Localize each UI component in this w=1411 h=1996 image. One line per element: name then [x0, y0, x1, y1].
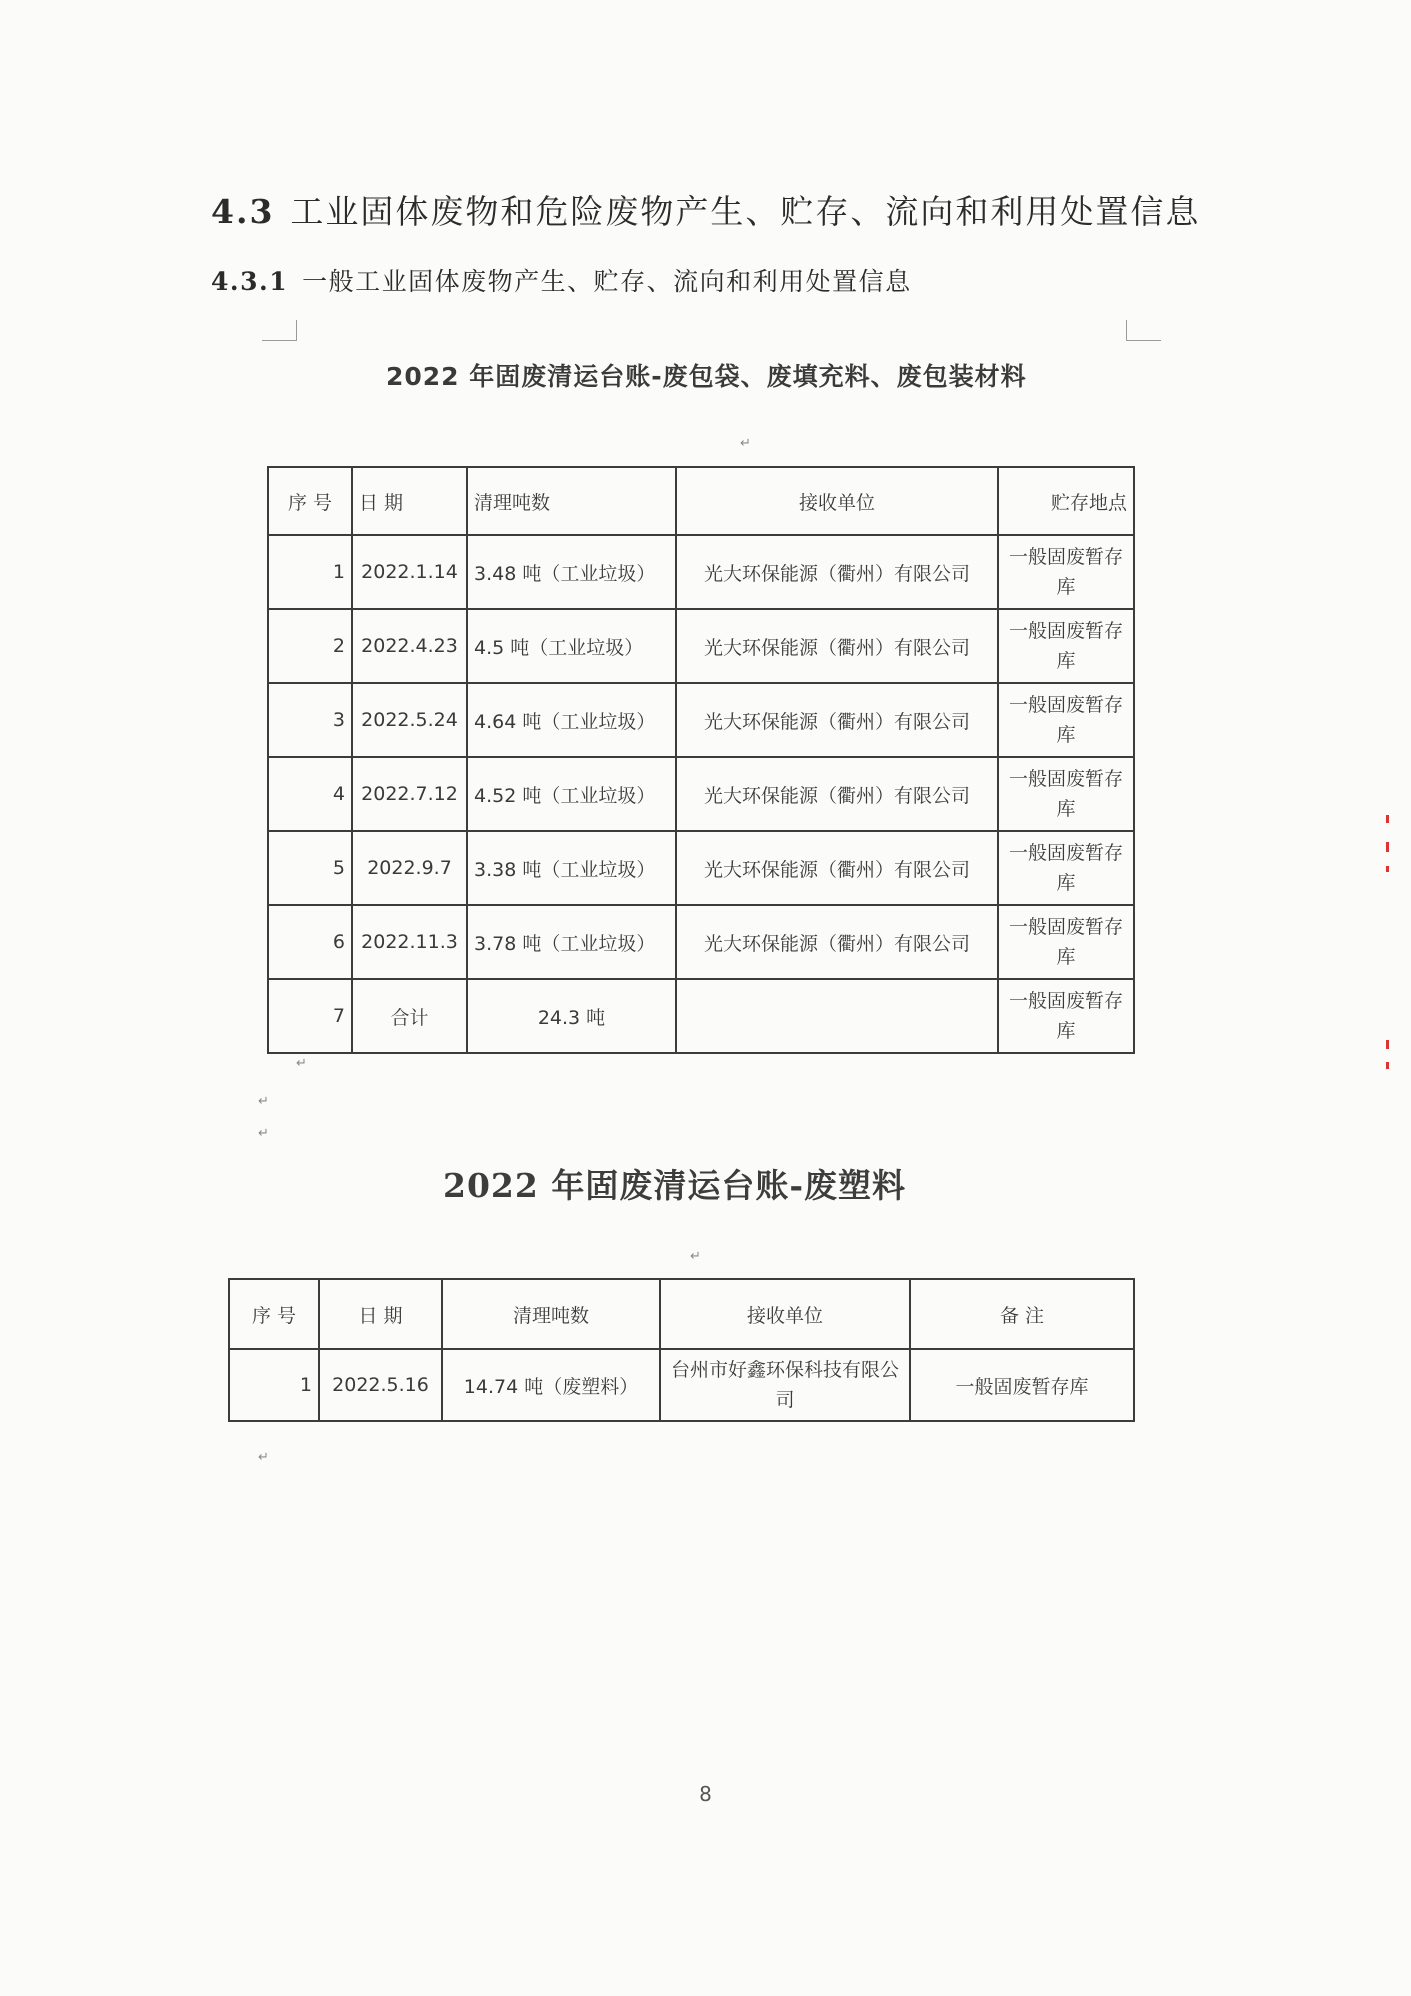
table2-caption: 2022 年固废清运台账-废塑料 [443, 1166, 907, 1205]
row-date: 2022.9.7 [352, 831, 467, 905]
row-number: 1 [229, 1349, 319, 1421]
table-row [268, 683, 1134, 757]
scan-artifact [1386, 866, 1389, 872]
header-cell: 接收单位 [660, 1279, 910, 1349]
header-cell: 序 号 [268, 467, 352, 535]
row-location: 一般固废暂存库 [998, 683, 1134, 757]
row-number: 1 [268, 535, 352, 609]
header-cell: 序 号 [229, 1279, 319, 1349]
row-receiver: 光大环保能源（衢州）有限公司 [676, 609, 998, 683]
row-number: 4 [268, 757, 352, 831]
row-tons: 4.64 吨（工业垃圾） [467, 683, 676, 757]
paragraph-mark: ↵ [740, 436, 751, 451]
row-date: 2022.5.16 [319, 1349, 442, 1421]
row-tons: 3.78 吨（工业垃圾） [467, 905, 676, 979]
row-note: 一般固废暂存库 [910, 1349, 1134, 1421]
section-title: 工业固体废物和危险废物产生、贮存、流向和利用处置信息 [290, 192, 1201, 231]
row-tons: 4.52 吨（工业垃圾） [467, 757, 676, 831]
header-cell: 清理吨数 [442, 1279, 660, 1349]
row-tons: 3.38 吨（工业垃圾） [467, 831, 676, 905]
row-number: 2 [268, 609, 352, 683]
header-cell: 清理吨数 [467, 467, 676, 535]
table-row [268, 757, 1134, 831]
header-cell: 接收单位 [676, 467, 998, 535]
row-date: 2022.7.12 [352, 757, 467, 831]
scan-artifact [1386, 815, 1389, 823]
row-tons: 3.48 吨（工业垃圾） [467, 535, 676, 609]
header-cell: 日 期 [352, 467, 467, 535]
section-heading [211, 186, 1200, 233]
header-cell: 日 期 [319, 1279, 442, 1349]
section-number: 4.3 [211, 192, 275, 231]
paragraph-mark: ↵ [258, 1126, 269, 1141]
paragraph-mark: ↵ [690, 1249, 701, 1264]
row-number: 7 [268, 979, 352, 1053]
row-receiver: 光大环保能源（衢州）有限公司 [676, 905, 998, 979]
header-cell: 贮存地点 [998, 467, 1134, 535]
scan-artifact [1386, 1040, 1389, 1049]
scan-artifact [1386, 1062, 1389, 1069]
scan-artifact [1386, 842, 1389, 852]
page-number: 8 [699, 1782, 712, 1806]
table-row [268, 905, 1134, 979]
row-location: 一般固废暂存库 [998, 757, 1134, 831]
waste-ledger-table [267, 466, 1135, 1054]
table-row [268, 609, 1134, 683]
paragraph-mark: ↵ [258, 1094, 269, 1109]
paragraph-mark: ↵ [296, 1056, 307, 1071]
table-row [229, 1349, 1134, 1421]
row-location: 一般固废暂存库 [998, 535, 1134, 609]
subsection-title: 一般工业固体废物产生、贮存、流向和利用处置信息 [302, 267, 912, 296]
table-total-row [268, 979, 1134, 1053]
row-date: 2022.4.23 [352, 609, 467, 683]
row-date: 2022.5.24 [352, 683, 467, 757]
total-label: 合计 [352, 979, 467, 1053]
total-tons: 24.3 吨 [467, 979, 676, 1053]
table-row [268, 535, 1134, 609]
row-location: 一般固废暂存库 [998, 905, 1134, 979]
row-number: 3 [268, 683, 352, 757]
crop-mark-left [262, 320, 297, 341]
row-number: 5 [268, 831, 352, 905]
table-row [268, 831, 1134, 905]
subsection-heading [211, 262, 912, 298]
table1-header-row [268, 467, 1134, 535]
row-tons: 4.5 吨（工业垃圾） [467, 609, 676, 683]
row-location: 一般固废暂存库 [998, 831, 1134, 905]
row-receiver: 光大环保能源（衢州）有限公司 [676, 535, 998, 609]
row-number: 6 [268, 905, 352, 979]
paragraph-mark: ↵ [258, 1450, 269, 1465]
row-receiver: 台州市好鑫环保科技有限公司 [660, 1349, 910, 1421]
row-location: 一般固废暂存库 [998, 609, 1134, 683]
table1-caption: 2022 年固废清运台账-废包袋、废填充料、废包装材料 [386, 362, 1027, 391]
crop-mark-right [1126, 320, 1161, 341]
row-receiver: 光大环保能源（衢州）有限公司 [676, 683, 998, 757]
row-date: 2022.11.3 [352, 905, 467, 979]
row-date: 2022.1.14 [352, 535, 467, 609]
row-receiver: 光大环保能源（衢州）有限公司 [676, 757, 998, 831]
row-receiver: 光大环保能源（衢州）有限公司 [676, 831, 998, 905]
row-location: 一般固废暂存库 [998, 979, 1134, 1053]
subsection-number: 4.3.1 [211, 267, 289, 296]
row-receiver [676, 979, 998, 1053]
row-tons: 14.74 吨（废塑料） [442, 1349, 660, 1421]
plastic-waste-table [228, 1278, 1135, 1422]
table2-header-row [229, 1279, 1134, 1349]
header-cell: 备 注 [910, 1279, 1134, 1349]
